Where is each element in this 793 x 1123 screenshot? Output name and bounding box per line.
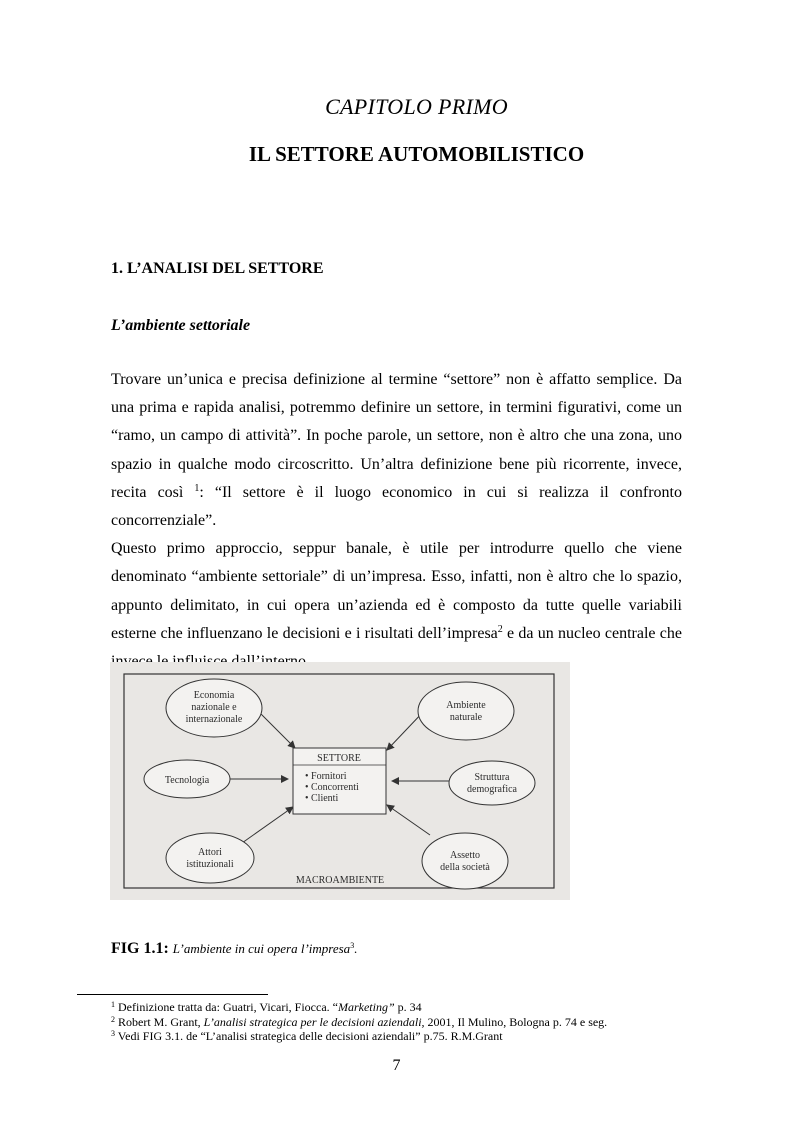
figure-caption [111,940,357,958]
footnote-italic: L’analisi strategica per le decisioni aziendali, [203,1014,425,1029]
node-struttura-label: Struttura [474,772,510,783]
node-ambiente-label: naturale [449,712,483,723]
settore-item: • Clienti [305,793,339,804]
node-struttura-label: demografica [467,784,517,795]
settore-item: • Concorrenti [305,782,359,793]
footnote-ref-1[interactable]: 1 [194,482,200,494]
node-attori [166,833,254,883]
paragraph-2 [111,535,682,676]
node-economia-label: Economia [193,690,235,701]
footnote-number: 2 [111,1014,115,1024]
node-assetto-label: Assetto [450,850,480,861]
settore-title: SETTORE [317,753,361,764]
footnote-ref-2[interactable]: 2 [497,623,503,635]
footnote-number: 1 [111,1000,115,1009]
arrow-economia [256,709,295,748]
body-text [111,366,682,704]
node-ambiente [418,682,514,740]
footnote-text: 2001, Il Mulino, Bologna p. 74 e seg. [424,1014,608,1029]
node-attori-label: Attori [198,847,222,858]
node-economia-label: nazionale e [191,702,237,713]
figure-diagram [110,662,570,900]
subsection-heading: L’ambiente settoriale [111,317,251,334]
footnote-text: Vedi FIG 3.1. de “L’analisi strategica delle decisioni aziendali” p.75. R.M.Grant [115,1029,503,1043]
footnote-number: 3 [111,1029,115,1038]
footnote-rule [77,994,268,995]
node-economia-label: internazionale [185,714,243,725]
section-heading: 1. L’ANALISI DEL SETTORE [111,260,324,277]
caption-end: . [354,941,358,956]
chapter-subtitle: IL SETTORE AUTOMOBILISTICO [248,142,585,166]
footnote [111,1029,607,1044]
paragraph-1-text-b: : “Il settore è il luogo economico in cui si realizza il confronto concorrenziale”. [111,483,682,530]
node-attori-label: istituzionali [186,859,234,870]
footnotes [111,1000,607,1044]
caption-text: L’ambiente in cui opera l’impresa [172,941,351,956]
macroambiente-label: MACROAMBIENTE [295,875,385,886]
arrow-attori [242,807,293,843]
figure-1-1 [110,662,570,900]
paragraph-2-text-b: e da un nucleo centrale che [507,624,682,642]
footnote-text: Definizione tratta da: Guatri, Vicari, Fiocca. “ [115,1000,338,1014]
paragraph-1 [111,366,682,535]
node-tecnologia-label: Tecnologia [164,775,210,786]
settore-item: • Fornitori [305,771,347,782]
arrow-assetto [387,805,430,835]
caption-label: FIG 1.1: [111,940,169,957]
chapter-title: CAPITOLO PRIMO [325,94,508,119]
node-ambiente-label: Ambiente [446,700,486,711]
paragraph-2-text-a: Questo primo approccio, seppur banale, è utile per introdurre quello che viene denominato “ambiente settoriale” di un’impresa. Esso, infatti, non è altro che lo spazio, appunto delimitato, in cui opera un’azienda ed è composto da tutte quelle variabili esterne che influenzano le decisioni e i risultati dell’impresa [111,540,682,642]
footnote [111,1015,607,1030]
footnote-italic: Marketing” [337,1000,395,1014]
footnote-text: p. 34 [394,1000,422,1014]
footnote-ref-3[interactable]: 3 [350,941,355,950]
paragraph-1-text-a: Trovare un’unica e precisa definizione al termine “settore” non è affatto semplice. Da una prima e rapida analisi, potremmo definire un settore, in termini figurativi, come un “ramo, un campo di attività”. In poche parole, un settore, non è altro che una zona, uno spazio in qualche modo circoscritto. Un’altra definizione bene più ricorrente, invece, recita così [111,371,682,501]
node-assetto-label: della società [440,862,490,873]
node-struttura [449,761,535,805]
page-number: 7 [392,1057,401,1074]
node-assetto [422,833,508,889]
footnote-text: Robert M. Grant, [115,1014,204,1029]
footnote [111,1000,607,1015]
